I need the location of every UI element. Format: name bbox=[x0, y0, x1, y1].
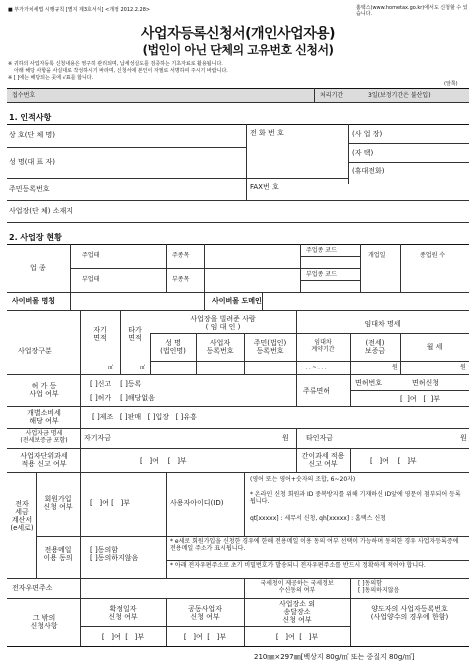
form-title: 사업자등록신청서(개인사업자용) bbox=[140, 26, 336, 42]
license-apply-label: 면허신청 bbox=[412, 379, 440, 387]
other-fund-label: 타인자금 bbox=[306, 434, 334, 442]
monthly-rent-unit: 원 bbox=[460, 364, 466, 371]
fund-plan-label: 사업자금 명세 (전세보증금 포함) bbox=[20, 430, 68, 444]
deposit-unit: 원 bbox=[392, 364, 398, 371]
fax-label: FAX번 호 bbox=[250, 183, 279, 191]
email-consent-options[interactable]: [ ]동의함 [ ]동의하지않음 bbox=[90, 546, 139, 562]
member-join-options[interactable]: [ ]여 [ ]부 bbox=[90, 499, 131, 507]
mail-address-options[interactable]: [ ]여 [ ]부 bbox=[275, 633, 319, 641]
business-label: 업 종 bbox=[30, 264, 46, 272]
notice-line-1: ※ 귀하의 사업자등록 신청내용은 영구히 관리되며, 납세성실도를 검증하는 기초자료로 활용됩니다. bbox=[8, 61, 223, 67]
confirm-date-options[interactable]: [ ]여 [ ]부 bbox=[101, 633, 145, 641]
lease-header: 임대차 명세 bbox=[364, 320, 401, 328]
email-note-2: * 아래 전자우편주소로 초기 비밀번호가 발송되니 전자우편주소를 반드시 정확하게 적어야 합니다. bbox=[170, 562, 426, 569]
transferor-label: 양도자의 사업자등록번호 (사업양수의 경우에 한함) bbox=[370, 605, 449, 621]
processing-period-value: 3일(보정기간은 불산입) bbox=[368, 92, 431, 99]
cyber-mall-name-label: 사이버몰 명칭 bbox=[12, 297, 56, 305]
hometax-note: 홈택스(www.hometax.go.kr)에서도 신청할 수 있습니다. bbox=[356, 5, 468, 17]
main-type-label: 주업태 bbox=[82, 252, 100, 259]
employees-label: 종업원 수 bbox=[420, 252, 446, 259]
liquor-license-label: 주류면허 bbox=[303, 387, 331, 395]
email-note-1: * e세로 회원가입을 신청한 경우에 한해 전용메일 이용 동의 여부 선택이 가능하며 동의한 경우 사업자등록증에 전용메일 주소가 표시됩니다. bbox=[170, 538, 459, 552]
own-fund-label: 자기자금 bbox=[84, 434, 112, 442]
open-date-label: 개업일 bbox=[368, 252, 386, 259]
lessor-name-label: 성 명 (법인명) bbox=[160, 339, 186, 355]
sub-code-label: 부업종 코드 bbox=[306, 271, 337, 278]
own-fund-unit: 원 bbox=[282, 434, 289, 442]
id-note-2: qt[xxxxx] : 세무서 신청, qh[xxxxx] : 홈택스 신청 bbox=[250, 515, 386, 522]
notice-line-2: 아래 해당 사항을 사실대로 작성하시기 바라며, 신청서에 본인이 자필로 서명하여 주시기 바랍니다. bbox=[14, 68, 228, 74]
license-number-label: 면허번호 bbox=[355, 379, 383, 387]
other-area-label: 타가 면적 bbox=[128, 326, 142, 342]
permit-option-1[interactable]: [ ]신고 [ ]등록 bbox=[90, 380, 142, 388]
excise-label: 개별소비세 해당 여부 bbox=[27, 409, 61, 425]
email-consent-label: 전용메일 이용 동의 bbox=[43, 546, 73, 562]
lessor-resno-label: 주민(법인) 등록번호 bbox=[253, 339, 287, 355]
cyber-mall-domain-label: 사이버몰 도메인 bbox=[212, 297, 262, 305]
mobile-phone-label: (휴대전화) bbox=[352, 167, 385, 175]
nts-info-options[interactable]: [ ]동의함 [ ]동의하지않음 bbox=[358, 580, 400, 594]
receipt-number-label: 접수번호 bbox=[12, 92, 36, 99]
lease-period-label: 임대차 계약기간 bbox=[311, 339, 335, 353]
site-type-label: 사업장구분 bbox=[18, 347, 52, 355]
excise-options[interactable]: [ ]제조 [ ]판매 [ ]입장 [ ]유흥 bbox=[92, 413, 197, 421]
other-area-unit: ㎡ bbox=[140, 365, 146, 371]
other-fund-unit: 원 bbox=[460, 434, 467, 442]
lessor-header: 사업장을 빌려준 사람 ( 임 대 인 ) bbox=[190, 315, 256, 331]
member-join-label: 회원가입 신청 여부 bbox=[43, 495, 73, 511]
home-phone-label: (자 택) bbox=[352, 149, 374, 157]
id-note-1: * 온라인 신청 회원과 ID 중복방지를 위해 기재하신 ID앞에 영문이 첨부되어 등록됩니다. bbox=[250, 491, 461, 505]
unit-tax-label: 사업자단위과세 적용 신고 여부 bbox=[20, 452, 68, 468]
joint-business-options[interactable]: [ ]여 [ ]부 bbox=[183, 633, 227, 641]
representative-name-label: 성 명(대 표 자) bbox=[9, 158, 55, 166]
notice-line-3: ※ [ ]에는 해당되는 곳에 √표를 합니다. bbox=[8, 75, 94, 81]
e-tax-label: 전자 세금 계산서 (e세로) bbox=[10, 500, 34, 532]
phone-label: 전 화 번 호 bbox=[250, 129, 284, 137]
nts-info-label: 국세청이 제공하는 국세정보 수신동의 여부 bbox=[260, 580, 334, 594]
address-label: 사업장(단 체) 소재지 bbox=[9, 207, 74, 215]
lessor-bizno-label: 사업자 등록번호 bbox=[206, 339, 234, 355]
monthly-rent-label: 월 세 bbox=[426, 343, 443, 351]
permit-label: 허 가 등 사업 여부 bbox=[29, 382, 59, 398]
office-phone-label: (사 업 장) bbox=[352, 130, 383, 138]
email-label: 전자우편주소 bbox=[12, 584, 53, 592]
permit-option-2[interactable]: [ ]허가 [ ]해당없음 bbox=[90, 394, 155, 402]
confirm-date-label: 확정일자 신청 여부 bbox=[108, 605, 138, 621]
simple-tax-label: 간이과세 적용 신고 여부 bbox=[301, 452, 345, 468]
main-code-label: 주업종 코드 bbox=[306, 247, 337, 254]
front-side-label: (앞쪽) bbox=[444, 81, 458, 87]
section-2-heading: 2. 사업장 현황 bbox=[9, 233, 62, 242]
paper-spec: 210㎜×297㎜[백상지 80g/㎡ 또는 중질지 80g/㎡] bbox=[254, 653, 415, 661]
deposit-label: (전세) 보증금 bbox=[364, 339, 386, 355]
own-area-label: 자기 면적 bbox=[93, 326, 107, 342]
other-applications-label: 그 밖의 신청사항 bbox=[30, 614, 58, 630]
user-id-label: 사용자아이디(ID) bbox=[170, 499, 224, 507]
sub-type-label: 부업태 bbox=[82, 276, 100, 283]
unit-tax-options[interactable]: [ ]여 [ ]부 bbox=[140, 457, 187, 465]
section-1-heading: 1. 인적사항 bbox=[9, 113, 52, 122]
main-item-label: 주종목 bbox=[172, 252, 190, 259]
form-subtitle: (법인이 아닌 단체의 고유번호 신청서) bbox=[142, 43, 334, 57]
own-area-unit: ㎡ bbox=[108, 365, 114, 371]
lease-period-dots: . . ~ . . . bbox=[306, 365, 327, 371]
form-number: ■ 부가가치세법 시행규칙 [별지 제3호서식] <개정 2012.2.28> bbox=[8, 7, 151, 13]
sub-item-label: 부종목 bbox=[172, 276, 190, 283]
mail-address-label: 사업장소 외 송달장소 신청 여부 bbox=[278, 600, 316, 624]
trade-name-label: 상 호(단 체 명) bbox=[9, 131, 55, 139]
id-note-header: (영어 또는 영어+숫자의 조합, 6~20자) bbox=[250, 476, 356, 483]
processing-period-label: 처리기간 bbox=[320, 92, 344, 99]
joint-business-label: 공동사업자 신청 여부 bbox=[188, 605, 222, 621]
resident-number-label: 주민등록번호 bbox=[9, 185, 50, 193]
simple-tax-options[interactable]: [ ]여 [ ]부 bbox=[370, 457, 417, 465]
license-apply-options[interactable]: [ ]여 [ ]부 bbox=[400, 395, 441, 403]
